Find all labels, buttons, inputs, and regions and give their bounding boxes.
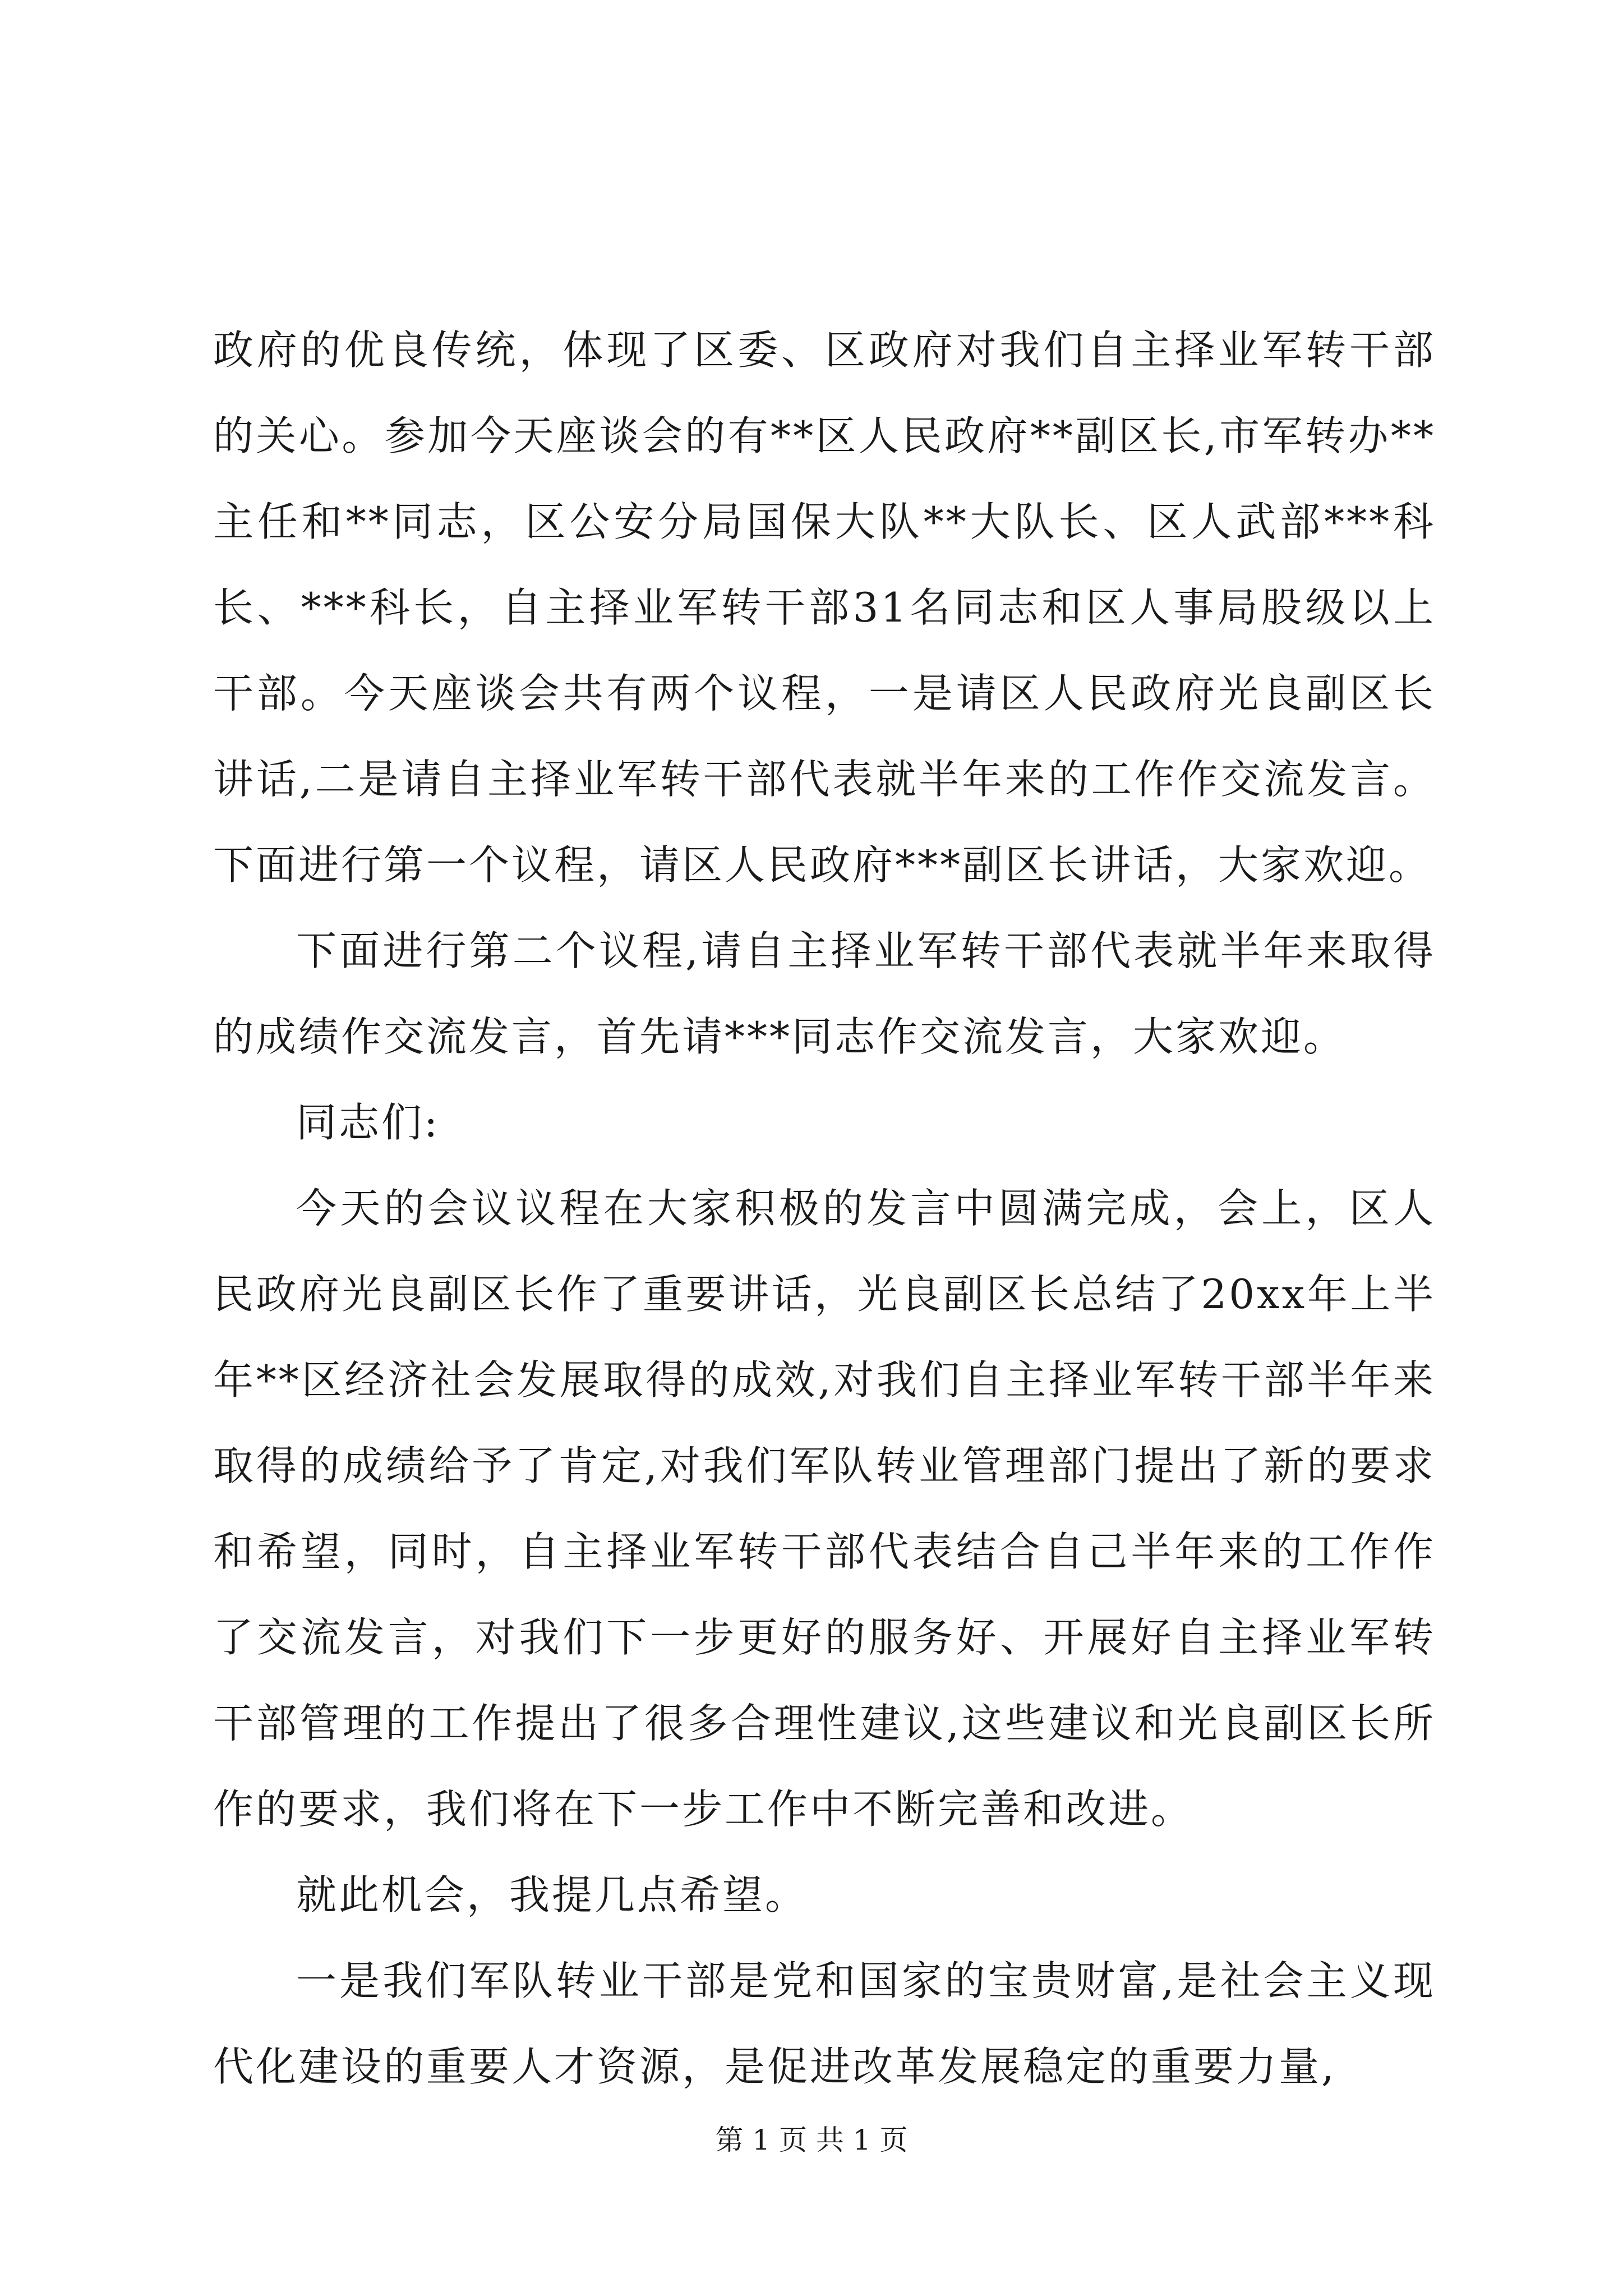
paragraph-6: 一是我们军队转业干部是党和国家的宝贵财富,是社会主义现代化建设的重要人才资源，是促进改革发展稳定的重要力量,	[213, 1957, 1436, 2090]
paragraph-1: 政府的优良传统，体现了区委、区政府对我们自主择业军转干部的关心。参加今天座谈会的有**区人民政府**副区长,市军转办**主任和**同志，区公安分局国保大队**大队长、区人武部***科长、***科长，自主择业军转干部31名同志和区人事局股级以上干部。今天座谈会共有两个议程，一是请区人民政府光良副区长讲话,二是请自主择业军转干部代表就半年来的工作作交流发言。下面进行第一个议程，请区人民政府***副区长讲话，大家欢迎。	[213, 326, 1436, 889]
document-body	[213, 307, 1436, 2110]
paragraph-5: 就此机会，我提几点希望。	[296, 1871, 808, 1918]
page-footer: 第 1 页 共 1 页	[715, 2124, 908, 2156]
paragraph-2: 下面进行第二个议程,请自主择业军转干部代表就半年来取得的成绩作交流发言，首先请***同志作交流发言，大家欢迎。	[213, 927, 1436, 1060]
paragraph-4: 今天的会议议程在大家积极的发言中圆满完成，会上，区人民政府光良副区长作了重要讲话，光良副区长总结了20xx年上半年**区经济社会发展取得的成效,对我们自主择业军转干部半年来取得的成绩给予了肯定,对我们军队转业管理部门提出了新的要求和希望，同时，自主择业军转干部代表结合自己半年来的工作作了交流发言，对我们下一步更好的服务好、开展好自主择业军转干部管理的工作提出了很多合理性建议,这些建议和光良副区长所作的要求，我们将在下一步工作中不断完善和改进。	[213, 1185, 1436, 1833]
paragraph-3: 同志们:	[296, 1099, 440, 1146]
